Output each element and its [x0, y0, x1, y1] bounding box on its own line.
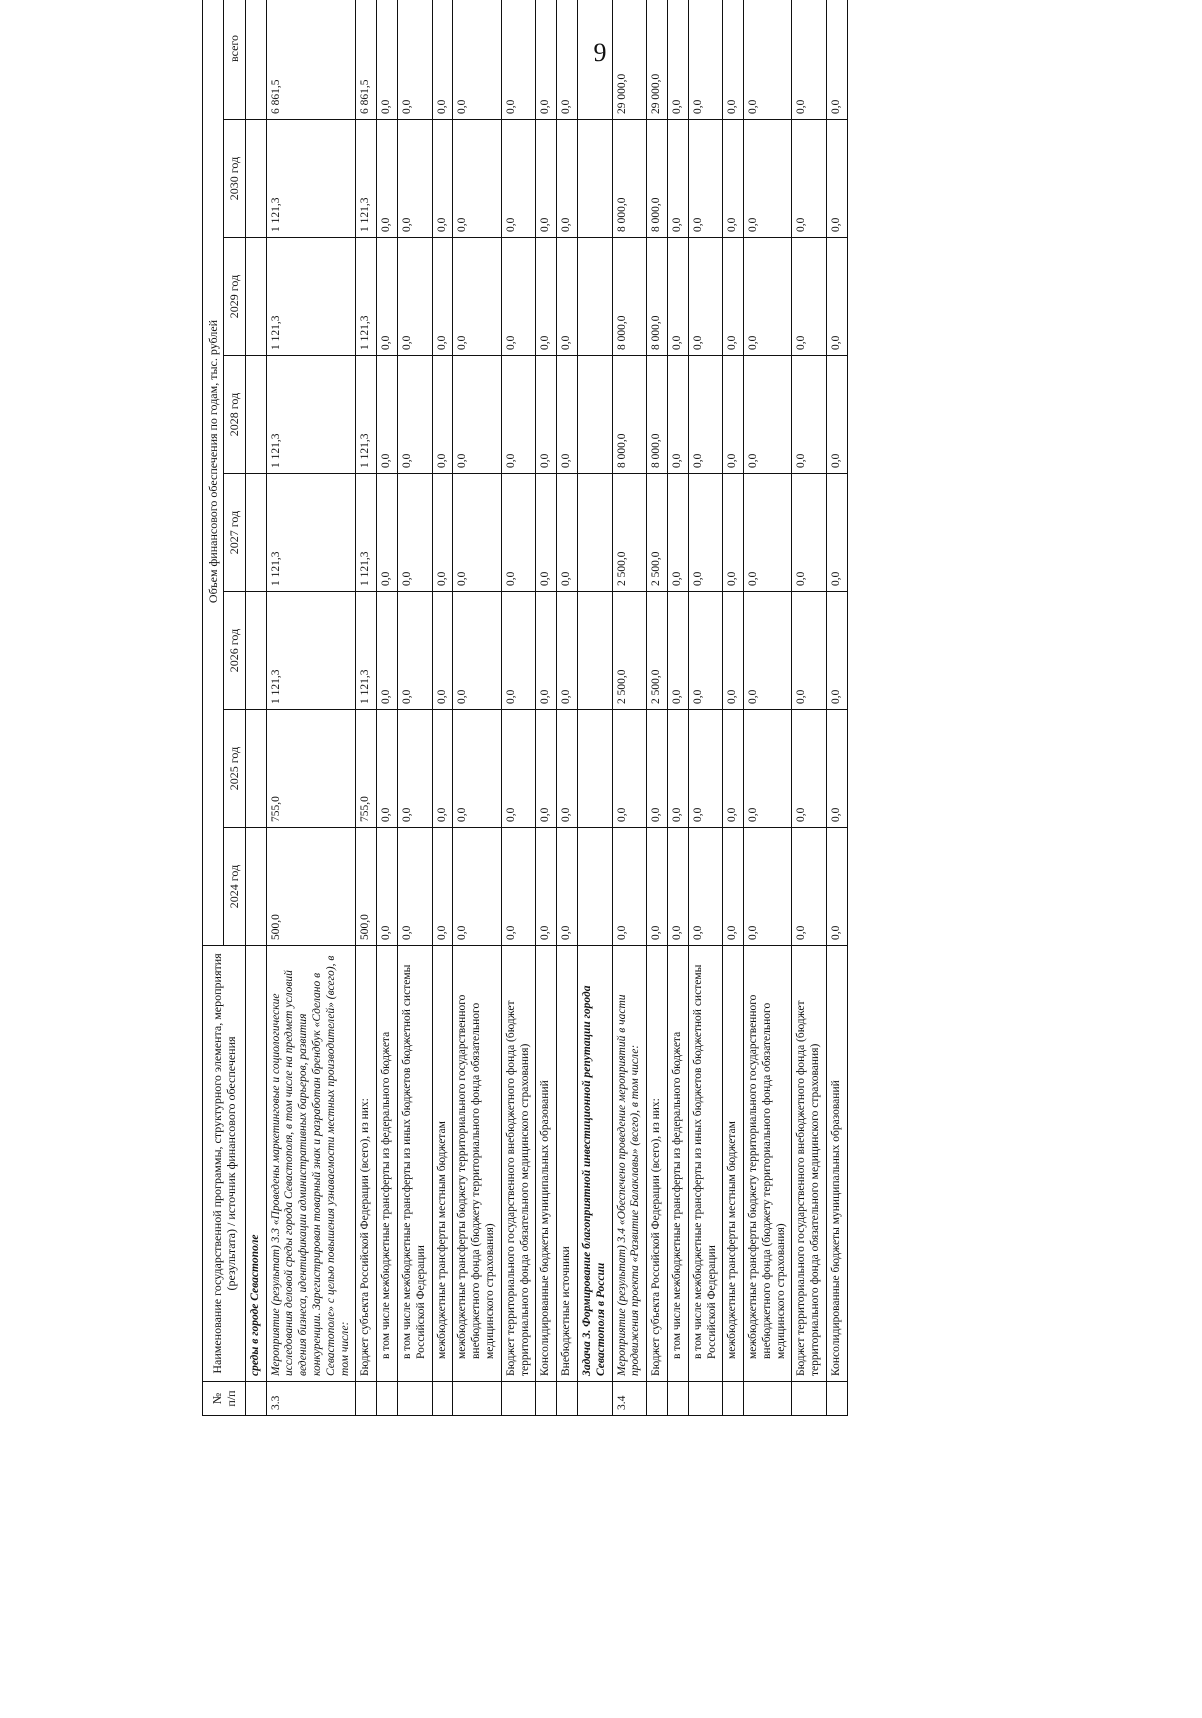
row-value: 0,0: [536, 0, 557, 120]
row-value: 0,0: [397, 592, 432, 710]
row-value: 0,0: [501, 120, 536, 238]
row-value: 0,0: [557, 356, 578, 474]
row-number: [723, 1382, 744, 1416]
row-value: 0,0: [453, 0, 501, 120]
row-value: 1 121,3: [266, 474, 356, 592]
row-value: 0,0: [397, 710, 432, 828]
row-value: 0,0: [723, 120, 744, 238]
row-value: 0,0: [744, 0, 792, 120]
row-value: 0,0: [557, 0, 578, 120]
table-row: [557, 0, 578, 1416]
row-value: 0,0: [827, 120, 848, 238]
row-value: 0,0: [792, 828, 827, 946]
row-number: [667, 1382, 688, 1416]
row-value: 0,0: [744, 592, 792, 710]
header-year: всего: [224, 0, 245, 120]
table-row: [501, 0, 536, 1416]
row-value: 0,0: [432, 592, 453, 710]
row-value: [577, 592, 612, 710]
row-value: 0,0: [792, 0, 827, 120]
row-value: 0,0: [397, 0, 432, 120]
row-value: 0,0: [792, 356, 827, 474]
row-value: 0,0: [397, 828, 432, 946]
row-value: 6 861,5: [356, 0, 377, 120]
row-number: [377, 1382, 398, 1416]
row-name: межбюджетные трансферты бюджету территориального государственного внебюджетного фонда (бюджету территориального фонда обязательного медицинского страхования): [744, 946, 792, 1382]
row-value: 0,0: [536, 238, 557, 356]
row-value: 0,0: [501, 710, 536, 828]
row-value: [245, 828, 266, 946]
financing-table: [202, 0, 848, 1416]
row-value: [577, 828, 612, 946]
row-value: 0,0: [647, 828, 668, 946]
row-value: 0,0: [536, 120, 557, 238]
row-name: Бюджет территориального государственного внебюджетного фонда (бюджет территориального фонда обязательного медицинского страхования): [792, 946, 827, 1382]
row-value: 0,0: [688, 238, 723, 356]
row-value: [245, 710, 266, 828]
row-value: 2 500,0: [612, 474, 647, 592]
row-value: 0,0: [536, 592, 557, 710]
table-row: [356, 0, 377, 1416]
table-row: [792, 0, 827, 1416]
row-value: 0,0: [744, 356, 792, 474]
row-name: Мероприятие (результат) 3.3 «Проведены маркетинговые и социологические исследования деловой среды города Севастополя, в том числе на предмет условий ведения бизнеса, идентификации административных барьеров, развития конкуренции. Зарегистрирован товарный знак и разработан брендбук «Сделано в Севастополе» с целью повышения узнаваемости местных производителей» (всего), в том числе:: [266, 946, 356, 1382]
row-value: 8 000,0: [612, 120, 647, 238]
row-name: Бюджет территориального государственного внебюджетного фонда (бюджет территориального фонда обязательного медицинского страхования): [501, 946, 536, 1382]
row-value: 0,0: [432, 120, 453, 238]
row-value: 0,0: [667, 0, 688, 120]
row-number: [577, 1382, 612, 1416]
header-name: Наименование государственной программы, структурного элемента, мероприятия (результата) / источник финансового обеспечения: [203, 946, 246, 1382]
row-number: [792, 1382, 827, 1416]
row-value: 0,0: [432, 828, 453, 946]
row-value: 0,0: [432, 474, 453, 592]
header-row-top: [203, 0, 224, 1416]
row-value: 1 121,3: [266, 238, 356, 356]
row-value: 0,0: [792, 592, 827, 710]
row-value: 0,0: [744, 238, 792, 356]
row-name: Бюджет субъекта Российской Федерации (всего), из них:: [647, 946, 668, 1382]
row-value: 1 121,3: [356, 120, 377, 238]
row-value: 0,0: [453, 238, 501, 356]
table-row: [723, 0, 744, 1416]
table-row: [688, 0, 723, 1416]
row-value: 8 000,0: [647, 356, 668, 474]
row-value: 0,0: [432, 356, 453, 474]
page-number: 9: [593, 38, 607, 67]
row-value: 8 000,0: [612, 238, 647, 356]
row-value: 0,0: [453, 120, 501, 238]
row-number: 3.3: [266, 1382, 356, 1416]
row-value: 0,0: [688, 120, 723, 238]
row-value: 0,0: [667, 710, 688, 828]
row-value: 0,0: [827, 238, 848, 356]
row-value: 0,0: [667, 474, 688, 592]
row-value: 0,0: [827, 710, 848, 828]
row-value: 8 000,0: [612, 356, 647, 474]
row-value: 0,0: [688, 474, 723, 592]
row-value: 29 000,0: [612, 0, 647, 120]
row-name: Консолидированные бюджеты муниципальных образований: [536, 946, 557, 1382]
row-value: 0,0: [377, 710, 398, 828]
row-number: [245, 1382, 266, 1416]
row-value: 0,0: [557, 238, 578, 356]
row-value: 0,0: [827, 592, 848, 710]
row-value: 0,0: [723, 710, 744, 828]
header-year: 2024 год: [224, 828, 245, 946]
row-value: 0,0: [397, 120, 432, 238]
row-value: 0,0: [667, 238, 688, 356]
row-value: 0,0: [723, 238, 744, 356]
row-value: 0,0: [557, 828, 578, 946]
row-number: [688, 1382, 723, 1416]
row-name: Внебюджетные источники: [557, 946, 578, 1382]
row-name: в том числе межбюджетные трансферты из федерального бюджета: [377, 946, 398, 1382]
row-value: 1 121,3: [356, 356, 377, 474]
row-value: 0,0: [557, 474, 578, 592]
row-value: 0,0: [744, 828, 792, 946]
row-value: 8 000,0: [647, 238, 668, 356]
row-value: [577, 710, 612, 828]
row-number: [397, 1382, 432, 1416]
row-value: 0,0: [557, 710, 578, 828]
row-value: 0,0: [723, 474, 744, 592]
row-value: 0,0: [453, 828, 501, 946]
row-value: 2 500,0: [647, 474, 668, 592]
row-value: [245, 238, 266, 356]
row-name: межбюджетные трансферты бюджету территориального государственного внебюджетного фонда (бюджету территориального фонда обязательного медицинского страхования): [453, 946, 501, 1382]
row-value: 0,0: [397, 356, 432, 474]
header-year: 2025 год: [224, 710, 245, 828]
row-value: 1 121,3: [266, 120, 356, 238]
table-row: [577, 0, 612, 1416]
table-row: [667, 0, 688, 1416]
row-number: [536, 1382, 557, 1416]
row-value: [577, 120, 612, 238]
table-row: [612, 0, 647, 1416]
row-value: 0,0: [501, 356, 536, 474]
row-name: в том числе межбюджетные трансферты из федерального бюджета: [667, 946, 688, 1382]
row-value: 755,0: [266, 710, 356, 828]
row-value: 0,0: [744, 120, 792, 238]
row-value: 0,0: [536, 828, 557, 946]
row-value: 0,0: [688, 356, 723, 474]
row-value: 0,0: [432, 710, 453, 828]
row-value: 0,0: [397, 474, 432, 592]
row-value: 0,0: [501, 592, 536, 710]
row-value: 0,0: [453, 474, 501, 592]
row-value: 0,0: [792, 238, 827, 356]
row-value: 0,0: [688, 828, 723, 946]
row-value: 0,0: [612, 710, 647, 828]
row-value: 755,0: [356, 710, 377, 828]
row-value: 0,0: [792, 120, 827, 238]
row-value: [245, 474, 266, 592]
row-value: [245, 592, 266, 710]
row-value: 0,0: [827, 0, 848, 120]
row-value: 0,0: [667, 592, 688, 710]
row-value: 0,0: [792, 710, 827, 828]
row-value: 2 500,0: [612, 592, 647, 710]
row-value: 8 000,0: [647, 120, 668, 238]
row-value: 0,0: [377, 238, 398, 356]
row-value: 29 000,0: [647, 0, 668, 120]
row-value: 0,0: [744, 710, 792, 828]
row-value: 0,0: [432, 0, 453, 120]
table-row: [827, 0, 848, 1416]
row-name: Мероприятие (результат) 3.4 «Обеспечено проведение мероприятий в части продвижения проекта «Развитие Балаклавы» (всего), в том числе:: [612, 946, 647, 1382]
header-group: Объем финансового обеспечения по годам, тыс. рублей: [203, 0, 224, 946]
row-value: 1 121,3: [356, 592, 377, 710]
row-number: [356, 1382, 377, 1416]
row-value: 0,0: [723, 356, 744, 474]
row-value: [577, 474, 612, 592]
row-value: 1 121,3: [266, 592, 356, 710]
row-value: 0,0: [501, 474, 536, 592]
row-value: 0,0: [377, 356, 398, 474]
row-name: в том числе межбюджетные трансферты из иных бюджетов бюджетной системы Российской Федерации: [397, 946, 432, 1382]
row-value: 0,0: [501, 238, 536, 356]
row-value: 0,0: [377, 828, 398, 946]
table-row: [647, 0, 668, 1416]
table-row: [245, 0, 266, 1416]
row-name: Задача 3. Формирование благоприятной инвестиционной репутации города Севастополя в России: [577, 946, 612, 1382]
table-rotator: [202, 34, 1202, 1416]
row-value: [577, 238, 612, 356]
table-row: [432, 0, 453, 1416]
row-number: [501, 1382, 536, 1416]
table-row: [453, 0, 501, 1416]
row-value: 0,0: [377, 0, 398, 120]
row-name: в том числе межбюджетные трансферты из иных бюджетов бюджетной системы Российской Федерации: [688, 946, 723, 1382]
row-value: 0,0: [723, 592, 744, 710]
row-name: межбюджетные трансферты местным бюджетам: [723, 946, 744, 1382]
row-value: 0,0: [688, 0, 723, 120]
row-value: 500,0: [266, 828, 356, 946]
header-year: 2027 год: [224, 474, 245, 592]
row-value: 0,0: [688, 592, 723, 710]
row-value: 0,0: [536, 710, 557, 828]
header-year: 2026 год: [224, 592, 245, 710]
row-value: 0,0: [827, 474, 848, 592]
row-value: [245, 356, 266, 474]
row-value: 0,0: [557, 592, 578, 710]
row-value: 0,0: [667, 356, 688, 474]
row-number: [827, 1382, 848, 1416]
row-value: [577, 0, 612, 120]
row-value: 0,0: [501, 0, 536, 120]
row-value: [577, 356, 612, 474]
row-value: 0,0: [536, 474, 557, 592]
header-number: № п/п: [203, 1382, 246, 1416]
row-value: [245, 0, 266, 120]
row-value: 0,0: [723, 828, 744, 946]
header-year: 2030 год: [224, 120, 245, 238]
row-value: 0,0: [827, 356, 848, 474]
row-value: 0,0: [647, 710, 668, 828]
table-body: [245, 0, 847, 1416]
row-value: [245, 120, 266, 238]
row-value: 1 121,3: [266, 356, 356, 474]
row-name: среды в городе Севастополе: [245, 946, 266, 1382]
header-year: 2029 год: [224, 238, 245, 356]
rotated-table-sheet: [202, 34, 1202, 1416]
row-value: 0,0: [827, 828, 848, 946]
row-value: 0,0: [612, 828, 647, 946]
row-number: [432, 1382, 453, 1416]
row-number: [557, 1382, 578, 1416]
row-number: [744, 1382, 792, 1416]
row-value: 0,0: [453, 592, 501, 710]
row-value: 0,0: [453, 710, 501, 828]
row-value: 0,0: [377, 474, 398, 592]
table-row: [744, 0, 792, 1416]
row-value: 0,0: [453, 356, 501, 474]
row-value: 0,0: [377, 120, 398, 238]
row-value: 0,0: [397, 238, 432, 356]
row-value: 0,0: [667, 828, 688, 946]
row-number: 3.4: [612, 1382, 647, 1416]
row-value: 0,0: [501, 828, 536, 946]
row-value: 2 500,0: [647, 592, 668, 710]
row-number: [453, 1382, 501, 1416]
row-value: 0,0: [792, 474, 827, 592]
row-value: 0,0: [536, 356, 557, 474]
table-row: [266, 0, 356, 1416]
row-value: 0,0: [723, 0, 744, 120]
row-name: Консолидированные бюджеты муниципальных образований: [827, 946, 848, 1382]
row-value: 6 861,5: [266, 0, 356, 120]
table-row: [377, 0, 398, 1416]
table-row: [536, 0, 557, 1416]
row-name: межбюджетные трансферты местным бюджетам: [432, 946, 453, 1382]
row-value: 500,0: [356, 828, 377, 946]
row-value: 0,0: [432, 238, 453, 356]
row-value: 1 121,3: [356, 238, 377, 356]
row-value: 0,0: [557, 120, 578, 238]
row-value: 0,0: [377, 592, 398, 710]
row-number: [647, 1382, 668, 1416]
row-value: 0,0: [667, 120, 688, 238]
row-value: 0,0: [688, 710, 723, 828]
row-value: 0,0: [744, 474, 792, 592]
row-value: 1 121,3: [356, 474, 377, 592]
table-row: [397, 0, 432, 1416]
row-name: Бюджет субъекта Российской Федерации (всего), из них:: [356, 946, 377, 1382]
header-year: 2028 год: [224, 356, 245, 474]
